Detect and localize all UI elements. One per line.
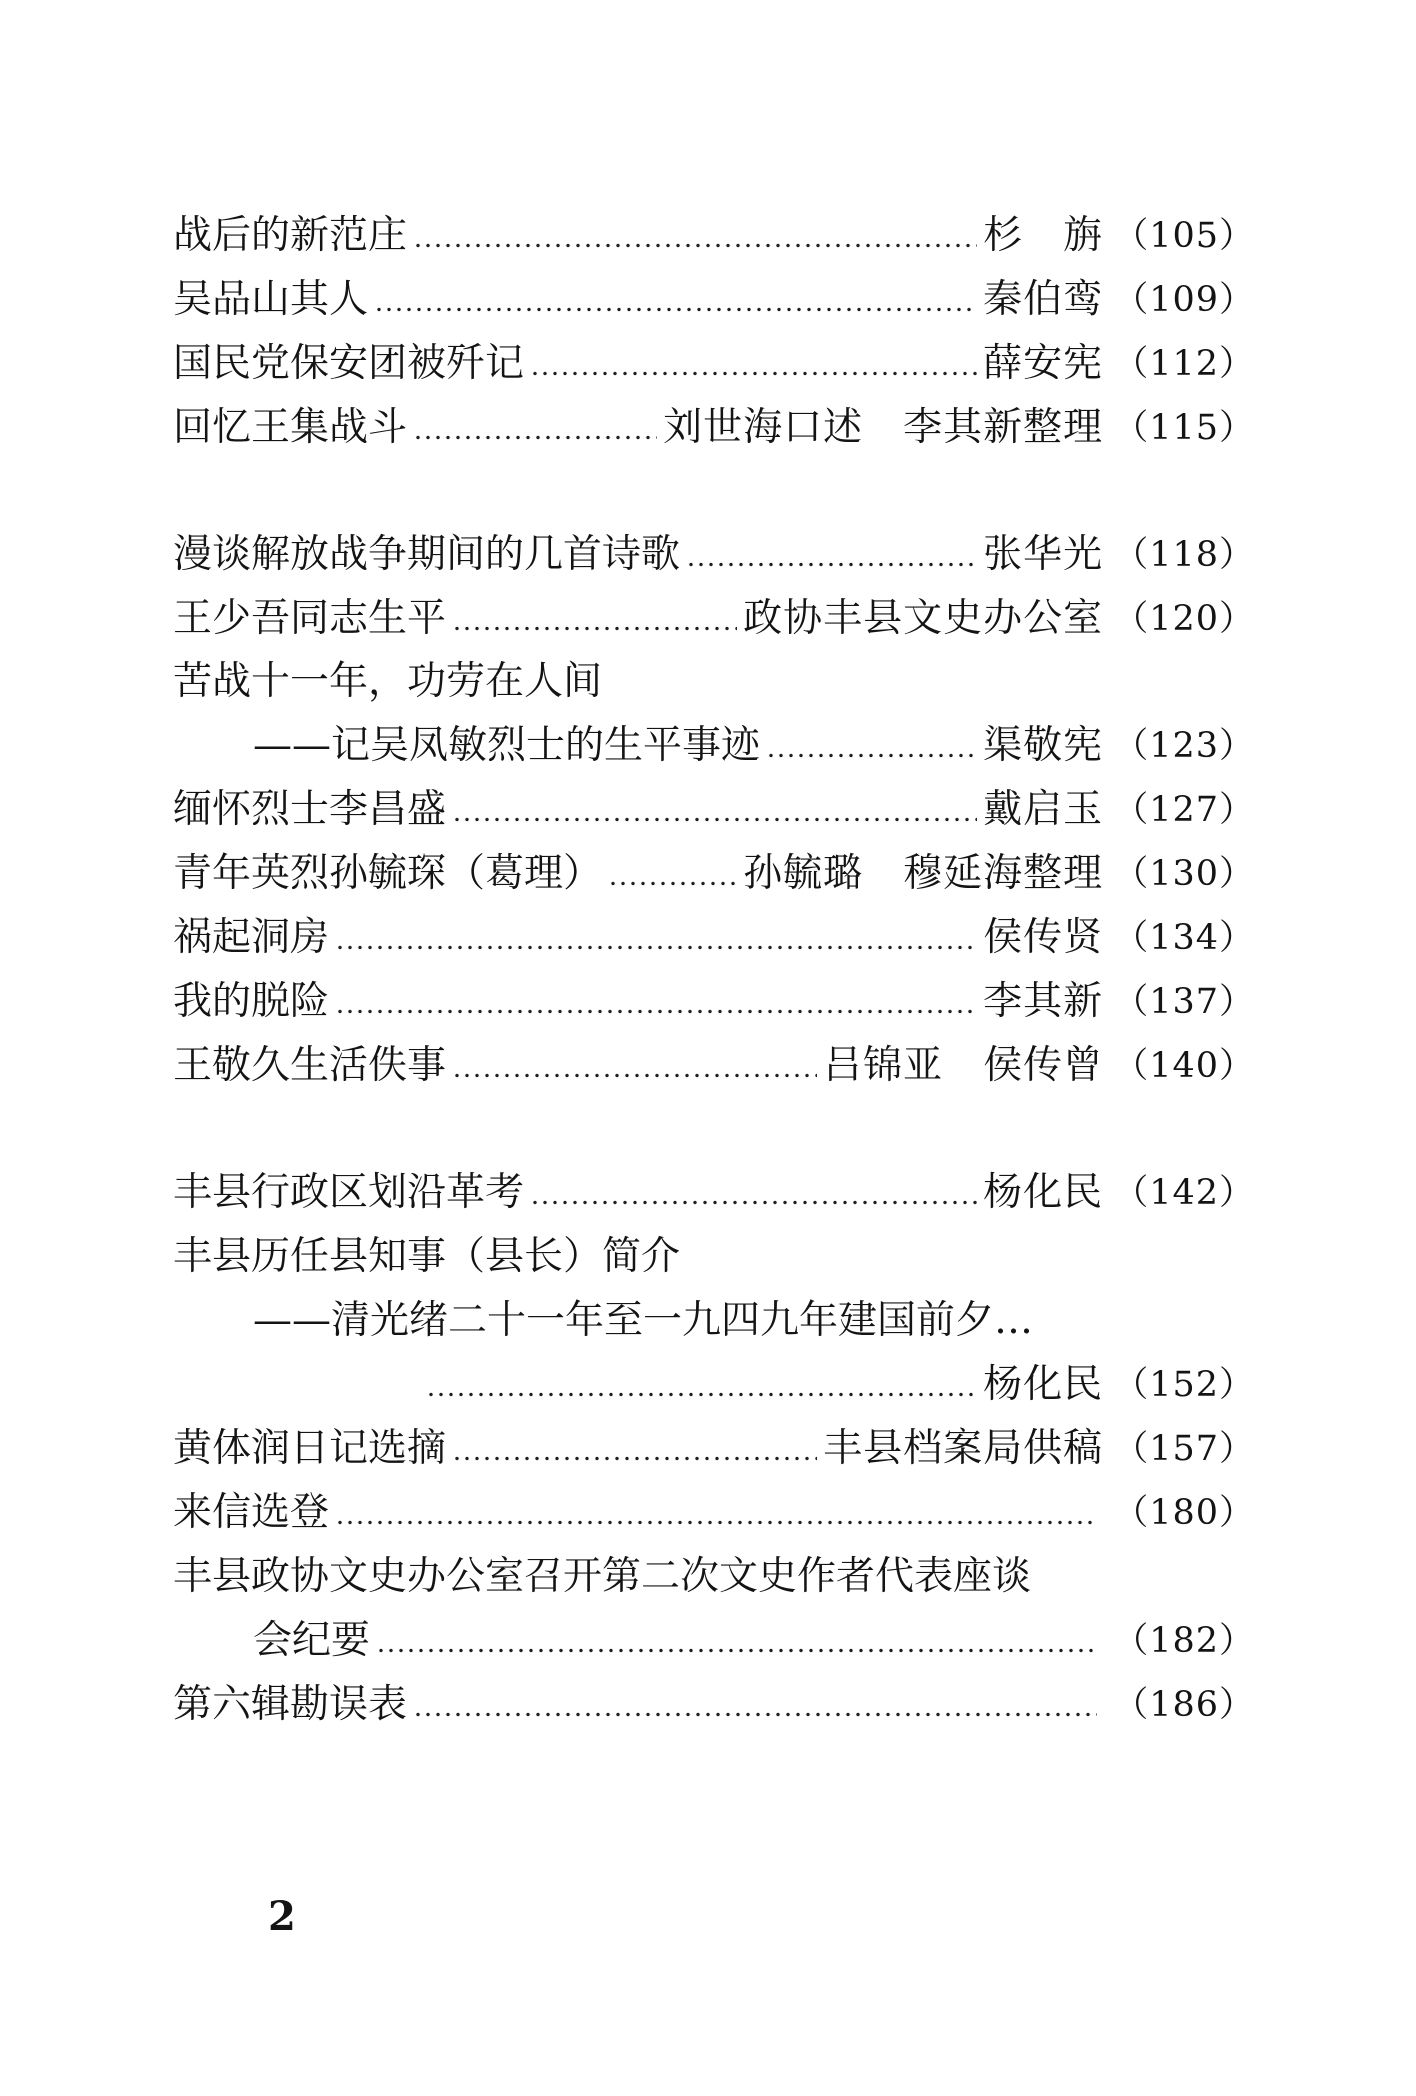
dot-leader [426,1392,977,1397]
entry-title: 第六辑勘误表 [173,1682,408,1727]
dot-leader [335,945,977,950]
entry-page: （186） [1113,1685,1255,1725]
entry-title: 祸起洞房 [173,915,330,960]
entry-page: （140） [1113,1046,1255,1086]
entry-page: （142） [1113,1173,1255,1213]
entry-title: 来信选登 [173,1490,330,1535]
toc-entry [173,1038,1255,1094]
entry-author: 吕锦亚 侯传曾 [823,1043,1104,1088]
dot-leader [530,1200,977,1205]
toc-entry [173,272,1255,328]
dot-leader [413,243,977,248]
toc-entry [173,1677,1255,1733]
toc-entry [173,782,1255,838]
entry-author: 戴启玉 [983,787,1104,832]
entry-page: （182） [1113,1621,1255,1661]
dot-leader [452,817,977,822]
toc-entry [173,910,1255,966]
entry-title: 吴品山其人 [173,277,369,322]
toc-entry [173,974,1255,1030]
entry-title: 王敬久生活佚事 [173,1043,447,1088]
entry-author: 杨化民 [983,1170,1104,1215]
toc-entry [253,1613,1255,1669]
entry-page: （130） [1113,854,1255,894]
entry-title: 缅怀烈士李昌盛 [173,787,447,832]
entry-page: （120） [1113,599,1255,639]
dot-leader [530,371,977,376]
dot-leader [413,435,657,440]
entry-page: （109） [1113,280,1255,320]
toc-entry [173,591,1255,647]
entry-page: （112） [1113,344,1255,384]
page-number: 2 [268,1893,296,1940]
entry-title: 王少吾同志生平 [173,596,447,641]
entry-page: （123） [1113,726,1255,766]
dot-leader [335,1520,1097,1525]
entry-page: （127） [1113,790,1255,830]
toc-entry [173,208,1255,264]
entry-title: 黄体润日记选摘 [173,1426,447,1471]
dot-leader [452,1456,817,1461]
dot-leader [376,1648,1097,1653]
entry-title-line: 丰县政协文史办公室召开第二次文史作者代表座谈 [173,1554,1032,1599]
dot-leader [452,626,737,631]
entry-author: 杨化民 [983,1362,1104,1407]
entry-subtitle-line: ——清光绪二十一年至一九四九年建国前夕… [253,1298,1034,1343]
toc-entry [173,1165,1255,1221]
dot-leader [766,753,977,758]
entry-page: （157） [1113,1429,1255,1469]
toc-entry [173,527,1255,583]
entry-title-line: 苦战十一年，功劳在人间 [173,659,603,704]
entry-page: （152） [1113,1365,1255,1405]
entry-page: （137） [1113,982,1255,1022]
entry-title-line: 丰县历任县知事（县长）简介 [173,1234,681,1279]
toc-entry [173,1421,1255,1477]
entry-title: 会纪要 [253,1618,371,1663]
entry-subtitle: ——记吴凤敏烈士的生平事迹 [253,723,761,768]
entry-author: 渠敬宪 [983,723,1104,768]
entry-author: 秦伯鸾 [983,277,1104,322]
entry-title: 国民党保安团被歼记 [173,341,525,386]
dot-leader [452,1073,817,1078]
entry-author: 张华光 [983,532,1104,577]
entry-page: （105） [1113,216,1255,256]
toc-entry [173,336,1255,392]
dot-leader [413,1712,1097,1717]
toc-entry [173,846,1255,902]
entry-title: 丰县行政区划沿革考 [173,1170,525,1215]
entry-title: 青年英烈孙毓琛（葛理） [173,851,603,896]
entry-page: （180） [1113,1493,1255,1533]
entry-page: （134） [1113,918,1255,958]
entry-author: 李其新 [983,979,1104,1024]
entry-author: 杉 旃 [983,213,1104,258]
entry-page: （115） [1113,408,1255,448]
entry-page: （118） [1113,535,1255,575]
dot-leader [374,307,977,312]
toc-entry [420,1357,1255,1413]
entry-author: 孙毓璐 穆延海整理 [743,851,1104,896]
entry-title: 漫谈解放战争期间的几首诗歌 [173,532,681,577]
toc-entry [173,400,1255,456]
dot-leader [608,881,737,886]
toc-entry [173,1485,1255,1541]
entry-author: 政协丰县文史办公室 [743,596,1104,641]
entry-title: 回忆王集战斗 [173,405,408,450]
entry-author: 丰县档案局供稿 [823,1426,1104,1471]
dot-leader [335,1009,977,1014]
entry-title: 战后的新范庄 [173,213,408,258]
entry-title: 我的脱险 [173,979,330,1024]
entry-author: 侯传贤 [983,915,1104,960]
toc-entry [253,718,1255,774]
entry-author: 刘世海口述 李其新整理 [663,405,1104,450]
entry-author: 薛安宪 [983,341,1104,386]
dot-leader [686,562,977,567]
